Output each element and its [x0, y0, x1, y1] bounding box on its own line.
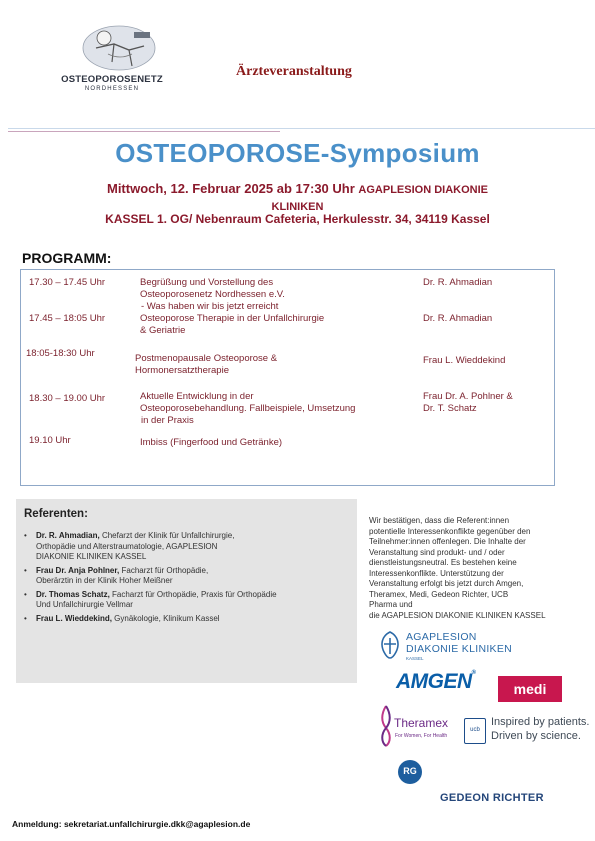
registration-contact: Anmeldung: sekretariat.unfallchirurgie.dkk@agaplesion.de — [12, 819, 251, 829]
list-item: • Frau Dr. Anja Pohlner, Facharzt für Orthopädie, Oberärztin in der Klinik Hoher Meißner — [24, 565, 209, 585]
program-speaker: Dr. R. Ahmadian — [423, 313, 493, 324]
amgen-logo: AMGEN® — [396, 670, 476, 693]
program-topic: Osteoporose Therapie in der Unfallchirurgie & Geriatrie — [140, 313, 325, 336]
logo-subtitle: NORDHESSEN — [84, 86, 140, 92]
program-speaker: Dr. R. Ahmadian — [423, 277, 493, 288]
event-venue-1: AGAPLESION DIAKONIE — [358, 184, 488, 196]
agaplesion-mark-icon — [378, 630, 402, 660]
gedeon-richter-logo: GEDEON RICHTER — [440, 792, 544, 804]
page-title — [0, 138, 595, 169]
theramex-mark-icon — [378, 704, 394, 748]
bullet-icon: • — [24, 589, 27, 599]
bullet-icon: • — [24, 613, 27, 623]
referenten-panel — [16, 499, 357, 683]
conflict-of-interest-statement: Wir bestätigen, dass die Referent:innen potentielle Interessenkonflikte gegenüber den Teilnehmer:innen offenlegen. Die Inhalte der Veranstaltung sind produkt- und / oder dienstleistungsneutral. Es bestehen keine Interessenkonflikte. Unterstützung der Veranstaltung erfolgt bis jetzt durch Amgen, Theramex, Medi, Gedeon Richter, UCB Pharma und die AGAPLESION DIAKONIE KLINIKEN KASSEL — [369, 516, 546, 620]
skeleton-logo-icon — [74, 22, 164, 74]
event-venue-2: KLINIKEN — [271, 201, 324, 213]
theramex-logo: Theramex For Women, For Health — [378, 704, 458, 748]
program-topic: Begrüßung und Vorstellung des Osteoporosenetz Nordhessen e.V. - Was haben wir bis jetzt erreicht — [140, 277, 285, 312]
program-time: 17.30 – 17.45 Uhr — [29, 277, 106, 288]
gedeon-richter-mark-icon: RG — [398, 760, 422, 784]
divider — [8, 128, 595, 129]
program-heading: PROGRAMM: — [22, 250, 112, 266]
divider — [8, 131, 280, 132]
referenten-list — [22, 531, 342, 627]
agaplesion-logo: AGAPLESION DIAKONIE KLINIKEN KASSEL — [378, 628, 528, 666]
bullet-icon: • — [24, 565, 27, 575]
title-suffix: -Symposium — [320, 138, 480, 168]
referenten-heading: Referenten: — [24, 508, 88, 520]
program-topic: Postmenopausale Osteoporose & Hormonersatztherapie — [135, 353, 278, 376]
ucb-mark-icon: ucb — [464, 718, 486, 744]
event-datetime: Mittwoch, 12. Februar 2025 ab 17:30 Uhr — [106, 181, 355, 196]
event-address: KASSEL 1. OG/ Nebenraum Cafeteria, Herkulesstr. 34, 34119 Kassel — [105, 212, 490, 226]
list-item: • Dr. R. Ahmadian, Chefarzt der Klinik für Unfallchirurgie, Orthopädie und Alterstraumatologie, AGAPLESION DIAKONIE KLINIKEN KASSEL — [24, 531, 235, 561]
program-speaker: Frau L. Wieddekind — [423, 355, 506, 366]
event-date — [20, 181, 575, 215]
list-item: • Dr. Thomas Schatz, Facharzt für Orthopädie, Praxis für Orthopädie Und Unfallchirurgie Vellmar — [24, 589, 277, 609]
title-main: OSTEOPOROSE — [115, 138, 321, 168]
event-type: Ärzteveranstaltung — [236, 64, 352, 79]
bullet-icon: • — [24, 531, 27, 540]
medi-logo: medi — [498, 676, 562, 702]
program-time: 17.45 – 18:05 Uhr — [29, 313, 106, 324]
list-item: • Frau L. Wieddekind, Gynäkologie, Klinikum Kassel — [24, 613, 220, 623]
program-time: 18:05-18:30 Uhr — [26, 348, 95, 359]
program-time: 19.10 Uhr — [29, 435, 71, 446]
program-speaker: Frau Dr. A. Pohlner & Dr. T. Schatz — [423, 391, 513, 414]
ucb-logo: ucb Inspired by patients. Driven by science. — [464, 714, 590, 748]
program-table — [20, 269, 555, 486]
logo-name: OSTEOPOROSENETZ — [61, 74, 163, 85]
program-time: 18.30 – 19.00 Uhr — [29, 393, 106, 404]
program-topic: Imbiss (Fingerfood und Getränke) — [140, 437, 283, 448]
program-topic: Aktuelle Entwicklung in der Osteoporosebehandlung. Fallbeispiele, Umsetzung in der Praxis — [140, 391, 356, 426]
osteoporosenetz-logo — [52, 22, 172, 102]
